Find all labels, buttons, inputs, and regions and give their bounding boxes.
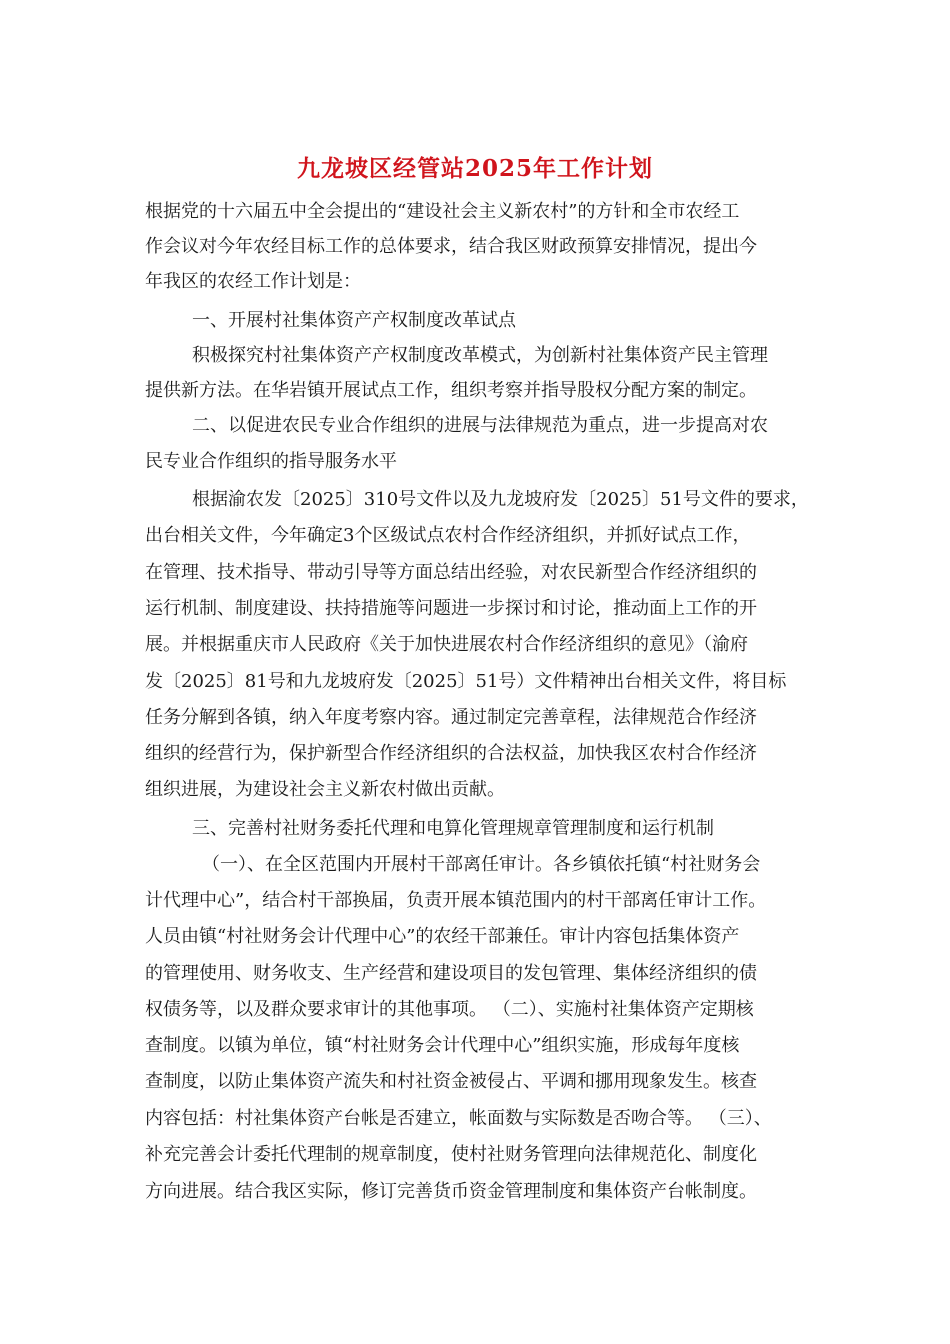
body-line: 人员由镇“村社财务会计代理中心”的农经干部兼任。审计内容包括集体资产 <box>145 926 740 947</box>
body-line: 根据党的十六届五中全会提出的“建设社会主义新农村”的方针和全市农经工 <box>145 201 740 222</box>
body-line: 计代理中心”，结合村干部换届，负责开展本镇范围内的村干部离任审计工作。 <box>145 890 767 911</box>
body-line: 作会议对今年农经目标工作的总体要求，结合我区财政预算安排情况，提出今 <box>145 236 757 257</box>
body-line: 方向进展。结合我区实际，修订完善货币资金管理制度和集体资产台帐制度。 <box>145 1181 757 1202</box>
section-heading-2: 二、以促进农民专业合作组织的进展与法律规范为重点，进一步提高对农 <box>192 415 768 436</box>
body-line: 运行机制、制度建设、扶持措施等问题进一步探讨和讨论，推动面上工作的开 <box>145 598 757 619</box>
body-line: （一）、在全区范围内开展村干部离任审计。各乡镇依托镇“村社财务会 <box>202 854 761 875</box>
body-line: 根据渝农发〔2025〕310号文件以及九龙坡府发〔2025〕51号文件的要求， <box>192 489 809 510</box>
body-line: 年我区的农经工作计划是： <box>145 271 361 292</box>
body-line: 积极探究村社集体资产产权制度改革模式，为创新村社集体资产民主管理 <box>192 345 768 366</box>
section-heading-3: 三、完善村社财务委托代理和电算化管理规章管理制度和运行机制 <box>192 818 714 839</box>
body-line: 内容包括：村社集体资产台帐是否建立，帐面数与实际数是否吻合等。 （三）、 <box>145 1108 772 1129</box>
document-title: 九龙坡区经管站2025年工作计划 <box>296 155 653 182</box>
body-line: 展。并根据重庆市人民政府《关于加快进展农村合作经济组织的意见》（渝府 <box>145 634 748 655</box>
body-line: 查制度。以镇为单位，镇“村社财务会计代理中心”组织实施，形成每年度核 <box>145 1035 740 1056</box>
section-heading-2-cont: 民专业合作组织的指导服务水平 <box>145 451 397 472</box>
body-line: 组织的经营行为，保护新型合作经济组织的合法权益，加快我区农村合作经济 <box>145 743 757 764</box>
section-heading-1: 一、开展村社集体资产产权制度改革试点 <box>192 310 516 331</box>
body-line: 提供新方法。在华岩镇开展试点工作，组织考察并指导股权分配方案的制定。 <box>145 380 757 401</box>
body-line: 补充完善会计委托代理制的规章制度，使村社财务管理向法律规范化、制度化 <box>145 1144 757 1165</box>
body-line: 查制度，以防止集体资产流失和村社资金被侵占、平调和挪用现象发生。核查 <box>145 1071 757 1092</box>
body-line: 发〔2025〕81号和九龙坡府发〔2025〕51号）文件精神出台相关文件，将目标 <box>145 671 787 692</box>
body-line: 任务分解到各镇，纳入年度考察内容。通过制定完善章程，法律规范合作经济 <box>145 707 757 728</box>
body-line: 在管理、技术指导、带动引导等方面总结出经验，对农民新型合作经济组织的 <box>145 562 757 583</box>
body-line: 出台相关文件，今年确定3个区级试点农村合作经济组织，并抓好试点工作， <box>145 525 751 546</box>
body-line: 的管理使用、财务收支、生产经营和建设项目的发包管理、集体经济组织的债 <box>145 963 757 984</box>
body-line: 组织进展，为建设社会主义新农村做出贡献。 <box>145 779 505 800</box>
body-line: 权债务等，以及群众要求审计的其他事项。 （二）、实施村社集体资产定期核 <box>145 999 754 1020</box>
